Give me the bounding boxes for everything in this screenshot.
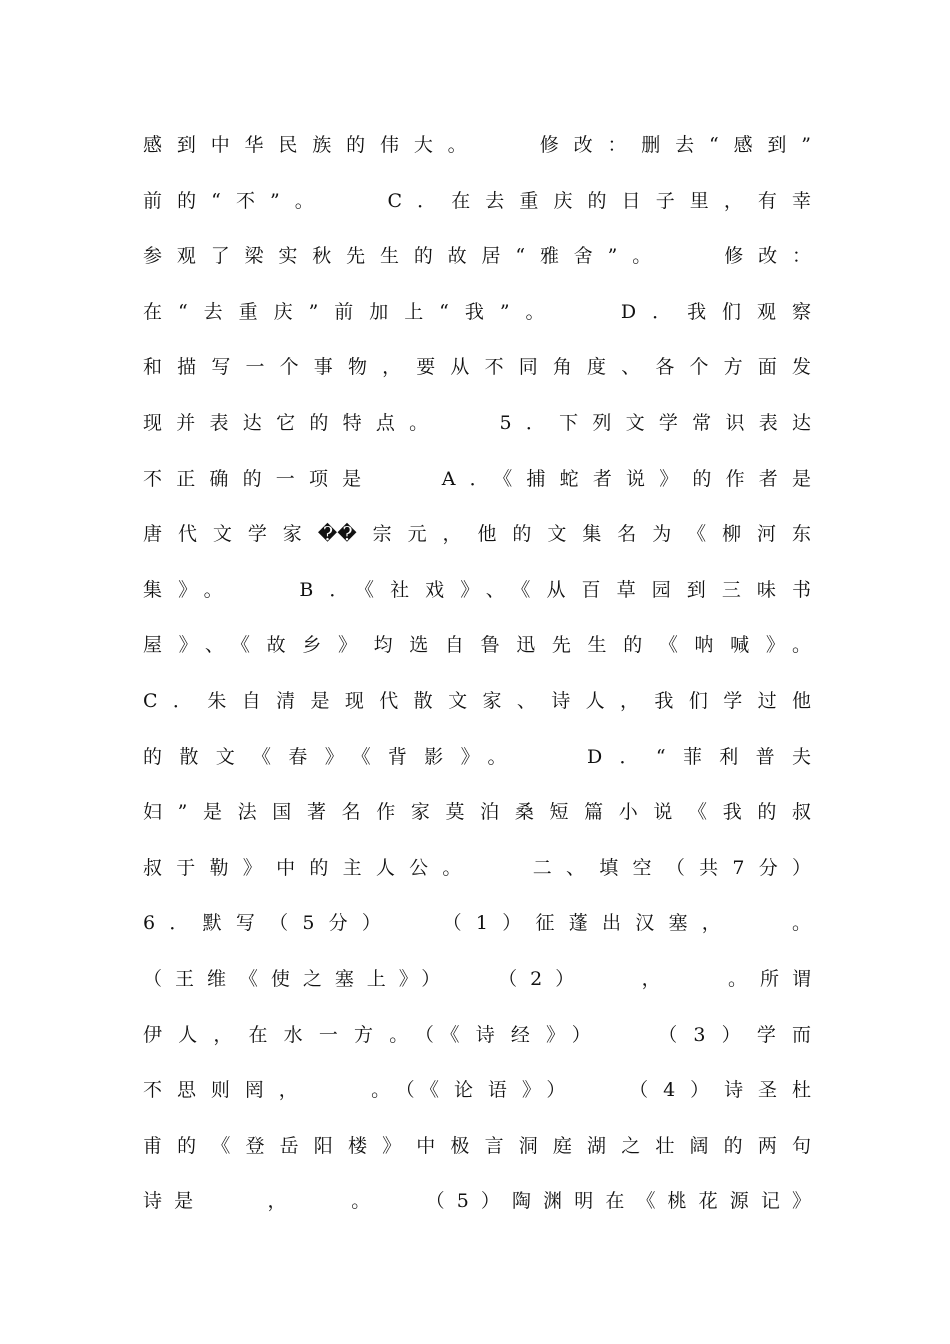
text-line: 6．默写（5分） （1）征蓬出汉塞， 。 [143, 912, 811, 935]
text-line: 集》。 B．《社戏》、《从百草园到三味书 [143, 578, 811, 601]
text-line: （王维《使之塞上》） （2） ， 。所谓 [143, 967, 811, 990]
text-line: 甫的《登岳阳楼》中极言洞庭湖之壮阔的两句 [143, 1134, 811, 1157]
text-line: 诗是 ， 。 （5）陶渊明在《桃花源记》 [143, 1190, 811, 1213]
body-text [143, 118, 811, 1230]
text-line: 唐代文学家��宗元，他的文集名为《柳河东 [143, 523, 811, 546]
text-line: 伊人，在水一方。（《诗经》） （3）学而 [143, 1023, 811, 1046]
text-line: 在“去重庆”前加上“我”。 D．我们观察 [143, 300, 811, 323]
text-line: 妇”是法国著名作家莫泊桑短篇小说《我的叔 [143, 801, 811, 824]
text-line: C．朱自清是现代散文家、诗人，我们学过他 [143, 689, 811, 712]
text-line: 感到中华民族的伟大。 修改：删去“感到” [143, 134, 811, 156]
text-line: 和描写一个事物，要从不同角度、各个方面发 [143, 356, 811, 379]
text-line: 屋》、《故乡》均选自鲁迅先生的《呐喊》。 [143, 634, 811, 657]
text-line: 参观了梁实秋先生的故居“雅舍”。 修改： [143, 245, 811, 268]
text-line: 现并表达它的特点。 5．下列文学常识表达 [143, 411, 811, 434]
text-line: 前的“不”。 C．在去重庆的日子里，有幸 [143, 189, 811, 212]
text-line: 叔于勒》中的主人公。 二、填空（共7分） [143, 856, 811, 879]
text-line: 的散文《春》《背影》。 D．“菲利普夫 [143, 745, 811, 768]
text-line: 不正确的一项是 A．《捕蛇者说》的作者是 [143, 467, 811, 490]
text-line: 不思则罔， 。（《论语》） （4）诗圣杜 [143, 1079, 811, 1102]
